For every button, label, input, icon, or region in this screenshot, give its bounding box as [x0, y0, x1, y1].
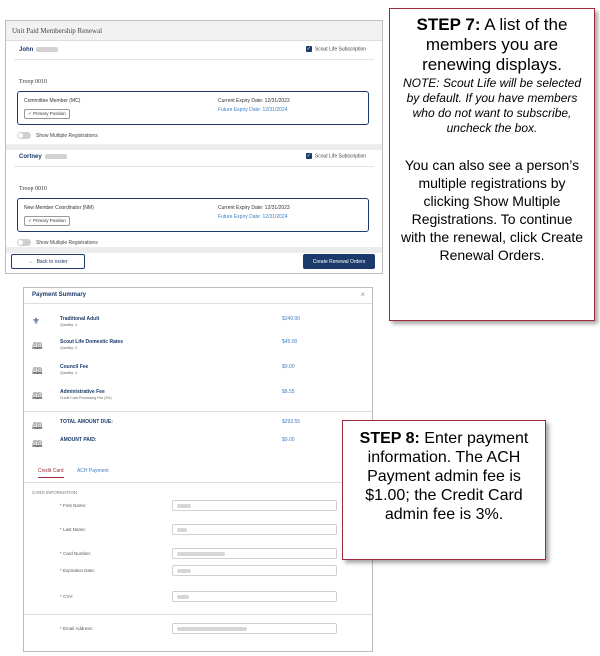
future-expiry-date: Future Expiry Date: 12/31/2024: [218, 107, 288, 113]
scout-life-subscription-checkbox[interactable]: ✓ Scout Life Subscription: [306, 153, 366, 160]
payment-summary-title: Payment Summary: [32, 292, 87, 298]
position-card[interactable]: [17, 91, 369, 125]
primary-position-badge: ✓ Primary Position: [24, 216, 70, 226]
checkmark-icon: ✓: [306, 46, 311, 52]
renewal-panel: [5, 20, 383, 274]
toggle-switch-icon: [17, 239, 31, 246]
divider: [24, 614, 372, 615]
toggle-switch-icon: [17, 132, 31, 139]
expiration-date-field: * Expiration Date:: [32, 565, 362, 577]
divider: [24, 482, 372, 483]
footer-separator: [6, 247, 382, 253]
troop-label: Troop 0010: [19, 79, 47, 85]
fee-row-scout-life: 🕮 Scout Life Domestic Rates Quantity: 3 $45.00: [32, 339, 362, 357]
member-card-john: [14, 43, 374, 143]
first-name-input[interactable]: [172, 500, 337, 511]
primary-position-badge: ✓ Primary Position: [24, 109, 70, 119]
checkmark-icon: ✓: [306, 153, 311, 159]
card-number-field: * Card Number:: [32, 548, 362, 560]
tab-credit-card[interactable]: Credit Card: [38, 468, 64, 478]
step8-text: STEP 8: Enter payment information. The ACH Payment admin fee is $1.00; the Credit Card admin fee is 3%.: [359, 430, 529, 523]
close-icon[interactable]: ×: [360, 290, 365, 299]
renewal-panel-title: Unit Paid Membership Renewal: [6, 21, 382, 41]
fleur-de-lis-icon: ⚜: [32, 316, 41, 326]
divider: [14, 166, 374, 167]
book-icon: 🕮: [32, 391, 43, 401]
member-name: Cortney: [19, 154, 67, 160]
step7-tail-text: You can also see a person’s multiple registrations by clicking Show Multiple Registrations. To continue with the renewal, click Create Renewal Orders.: [400, 157, 584, 263]
position-card[interactable]: [17, 198, 369, 232]
show-multiple-registrations-toggle[interactable]: Show Multiple Registrations: [17, 239, 98, 246]
create-renewal-orders-button[interactable]: Create Renewal Orders: [303, 254, 375, 269]
fee-row-administrative-fee: 🕮 Administrative Fee Credit Card Processing Fee (3%) $8.55: [32, 389, 362, 407]
book-icon: 🕮: [32, 421, 43, 431]
future-expiry-date: Future Expiry Date: 12/31/2024: [218, 214, 288, 220]
member-card-cortney: [14, 150, 374, 250]
fee-row-council-fee: 🕮 Council Fee Quantity: 4 $0.00: [32, 364, 362, 382]
back-to-roster-button[interactable]: ← Back to roster: [11, 254, 85, 269]
book-icon: 🕮: [32, 439, 43, 449]
current-expiry-date: Current Expiry Date: 12/31/2023: [218, 98, 290, 104]
step7-note: NOTE: Scout Life will be selected by default. If you have members who do not want to subscribe, uncheck the box.: [402, 76, 582, 135]
step8-callout: [342, 420, 546, 560]
first-name-field: * First Name:: [32, 500, 362, 512]
cvv-input[interactable]: [172, 591, 337, 602]
amount-paid-row: 🕮 AMOUNT PAID: $0.00: [32, 437, 362, 455]
troop-label: Troop 0010: [19, 186, 47, 192]
email-address-input[interactable]: [172, 623, 337, 634]
total-amount-due-row: 🕮 TOTAL AMOUNT DUE: $293.55: [32, 419, 362, 437]
fee-row-traditional-adult: ⚜ Traditional Adult Quantity: 4 $240.00: [32, 316, 301, 327]
position-title: Committee Member (MC): [24, 98, 81, 104]
card-number-input[interactable]: [172, 548, 337, 559]
payment-summary-panel: [23, 287, 373, 652]
current-expiry-date: Current Expiry Date: 12/31/2023: [218, 205, 290, 211]
tab-ach-payment[interactable]: ACH Payment: [76, 468, 109, 474]
step7-main-text: STEP 7: A list of the members you are renewing displays.: [416, 15, 568, 74]
payment-method-tabs: [38, 468, 121, 478]
scout-life-subscription-checkbox[interactable]: ✓ Scout Life Subscription: [306, 46, 366, 53]
step7-callout: [389, 8, 595, 321]
card-information-heading: CARD INFORMATION: [32, 490, 78, 495]
last-name-input[interactable]: [172, 524, 337, 535]
divider: [24, 411, 372, 412]
show-multiple-registrations-toggle[interactable]: Show Multiple Registrations: [17, 132, 98, 139]
cvv-field: * CVV:: [32, 591, 362, 603]
position-title: New Member Coordinator (NM): [24, 205, 94, 211]
book-icon: 🕮: [32, 366, 43, 376]
expiration-date-input[interactable]: [172, 565, 337, 576]
email-address-field: * Email Address:: [32, 623, 362, 635]
redacted-name: [45, 154, 67, 159]
book-icon: 🕮: [32, 341, 43, 351]
member-name: John: [19, 47, 58, 53]
redacted-name: [36, 47, 58, 52]
divider: [24, 303, 372, 304]
arrow-left-icon: ←: [28, 258, 34, 265]
last-name-field: * Last Name:: [32, 524, 362, 536]
divider: [14, 59, 374, 60]
